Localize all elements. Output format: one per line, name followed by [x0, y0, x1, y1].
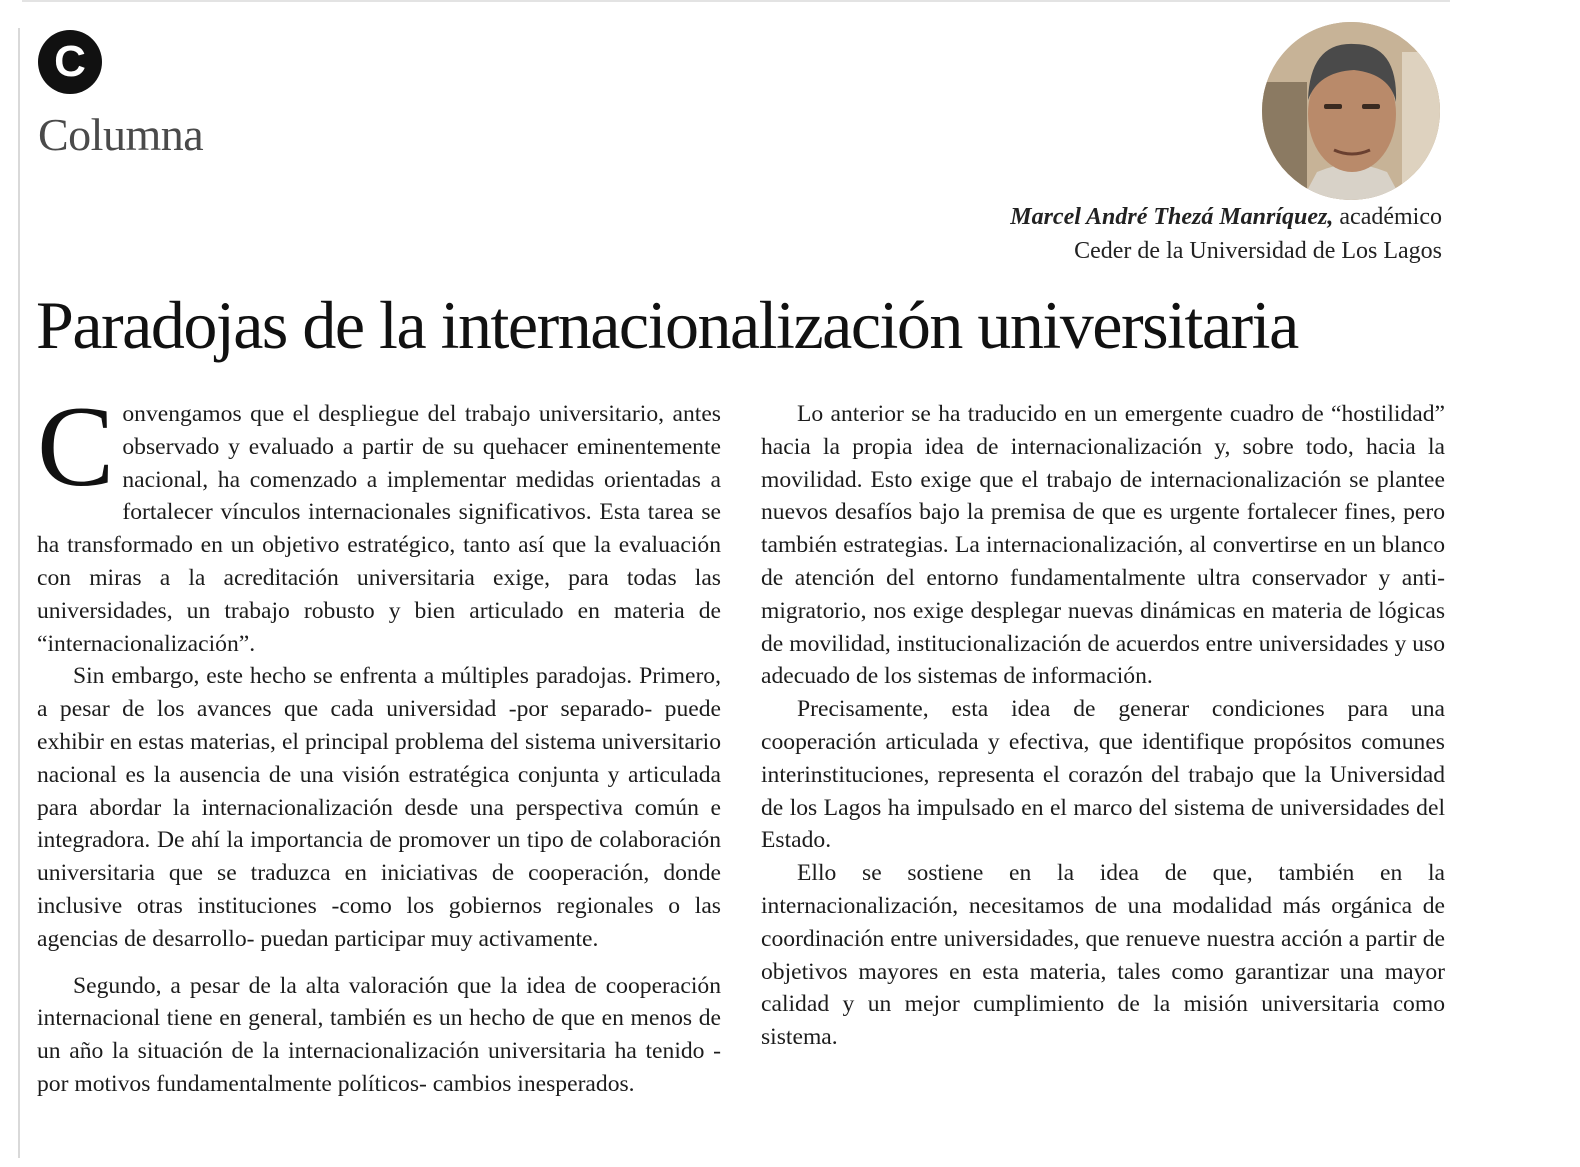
author-line — [1010, 200, 1442, 234]
article-paragraph: Precisamente, esta idea de generar condiciones para una cooperación articulada y efectiva, que identifique propósitos comunes interinstituciones, representa el corazón del trabajo que la Universidad de los Lagos ha impulsado en el marco del sistema de universidades del Estado. — [761, 696, 1445, 854]
byline — [1010, 200, 1442, 268]
paragraph-text: onvengamos que el despliegue del trabajo universitario, antes observado y evaluado a partir de su quehacer eminentemente nacional, ha comenzado a implementar medidas orientadas a fortalecer vínculos internacionales significativos. Esta tarea se ha transformado en un objetivo estratégico, tanto así que la evaluación con miras a la acreditación universitaria exige, para todas las universidades, un trabajo robusto y bien articulado en materia de “internacionalización”. — [37, 401, 721, 657]
left-divider — [18, 28, 20, 1158]
author-role: académico — [1339, 204, 1442, 230]
author-name: Marcel André Thezá Manríquez, — [1010, 204, 1334, 230]
article-column-left — [37, 383, 721, 1101]
drop-cap: C — [37, 383, 115, 511]
author-photo — [1262, 22, 1440, 200]
article-paragraph: Sin embargo, este hecho se enfrenta a múltiples paradojas. Primero, a pesar de los avances que cada universidad -por separado- puede exhibir en estas materias, el principal problema del sistema universitario nacional es la ausencia de una visión estratégica conjunta y articulada para abordar la internacionalización desde una perspectiva común e integradora. De ahí la importancia de promover un tipo de colaboración universitaria que se traduzca en iniciativas de cooperación, donde inclusive otras instituciones -como los gobiernos regionales o las agencias de desarrollo- puedan participar muy activamente. — [37, 663, 721, 952]
article-paragraph: Segundo, a pesar de la alta valoración que la idea de cooperación internacional tiene en general, también es un hecho de que en menos de un año la situación de la internacionalización universitaria ha tenido -por motivos fundamentalmente políticos- cambios inesperados. — [37, 972, 721, 1097]
article-paragraph: Ello se sostiene en la idea de que, también en la internacionalización, necesitamos de una modalidad más orgánica de coordinación entre universidades, que renueve nuestra acción a partir de objetivos mayores en esta materia, tales como garantizar una mayor calidad y un mejor cumplimiento de la misión universitaria como sistema. — [761, 860, 1445, 1051]
top-divider — [22, 0, 1450, 2]
article-column-right — [761, 398, 1445, 1054]
headline: Paradojas de la internacionalización universitaria — [36, 287, 1298, 363]
section-label: Columna — [38, 109, 204, 160]
author-portrait-image — [1262, 22, 1440, 200]
section-badge: C — [38, 30, 102, 94]
article-paragraph: Lo anterior se ha traducido en un emergente cuadro de “hostilidad” hacia la propia idea de internacionalización y, sobre todo, hacia la movilidad. Esto exige que el trabajo de internacionalización se plantee nuevos desafíos bajo la premisa de que es urgente fortalecer fines, pero también estrategias. La internacionalización, al convertirse en un blanco de atención del entorno fundamentalmente ultra conservador y anti-migratorio, nos exige desplegar nuevas dinámicas en materia de lógicas de movilidad, institucionalización de acuerdos entre universidades y uso adecuado de los sistemas de información. — [761, 401, 1445, 690]
author-affiliation: Ceder de la Universidad de Los Lagos — [1074, 238, 1442, 264]
article-paragraph — [37, 383, 721, 660]
